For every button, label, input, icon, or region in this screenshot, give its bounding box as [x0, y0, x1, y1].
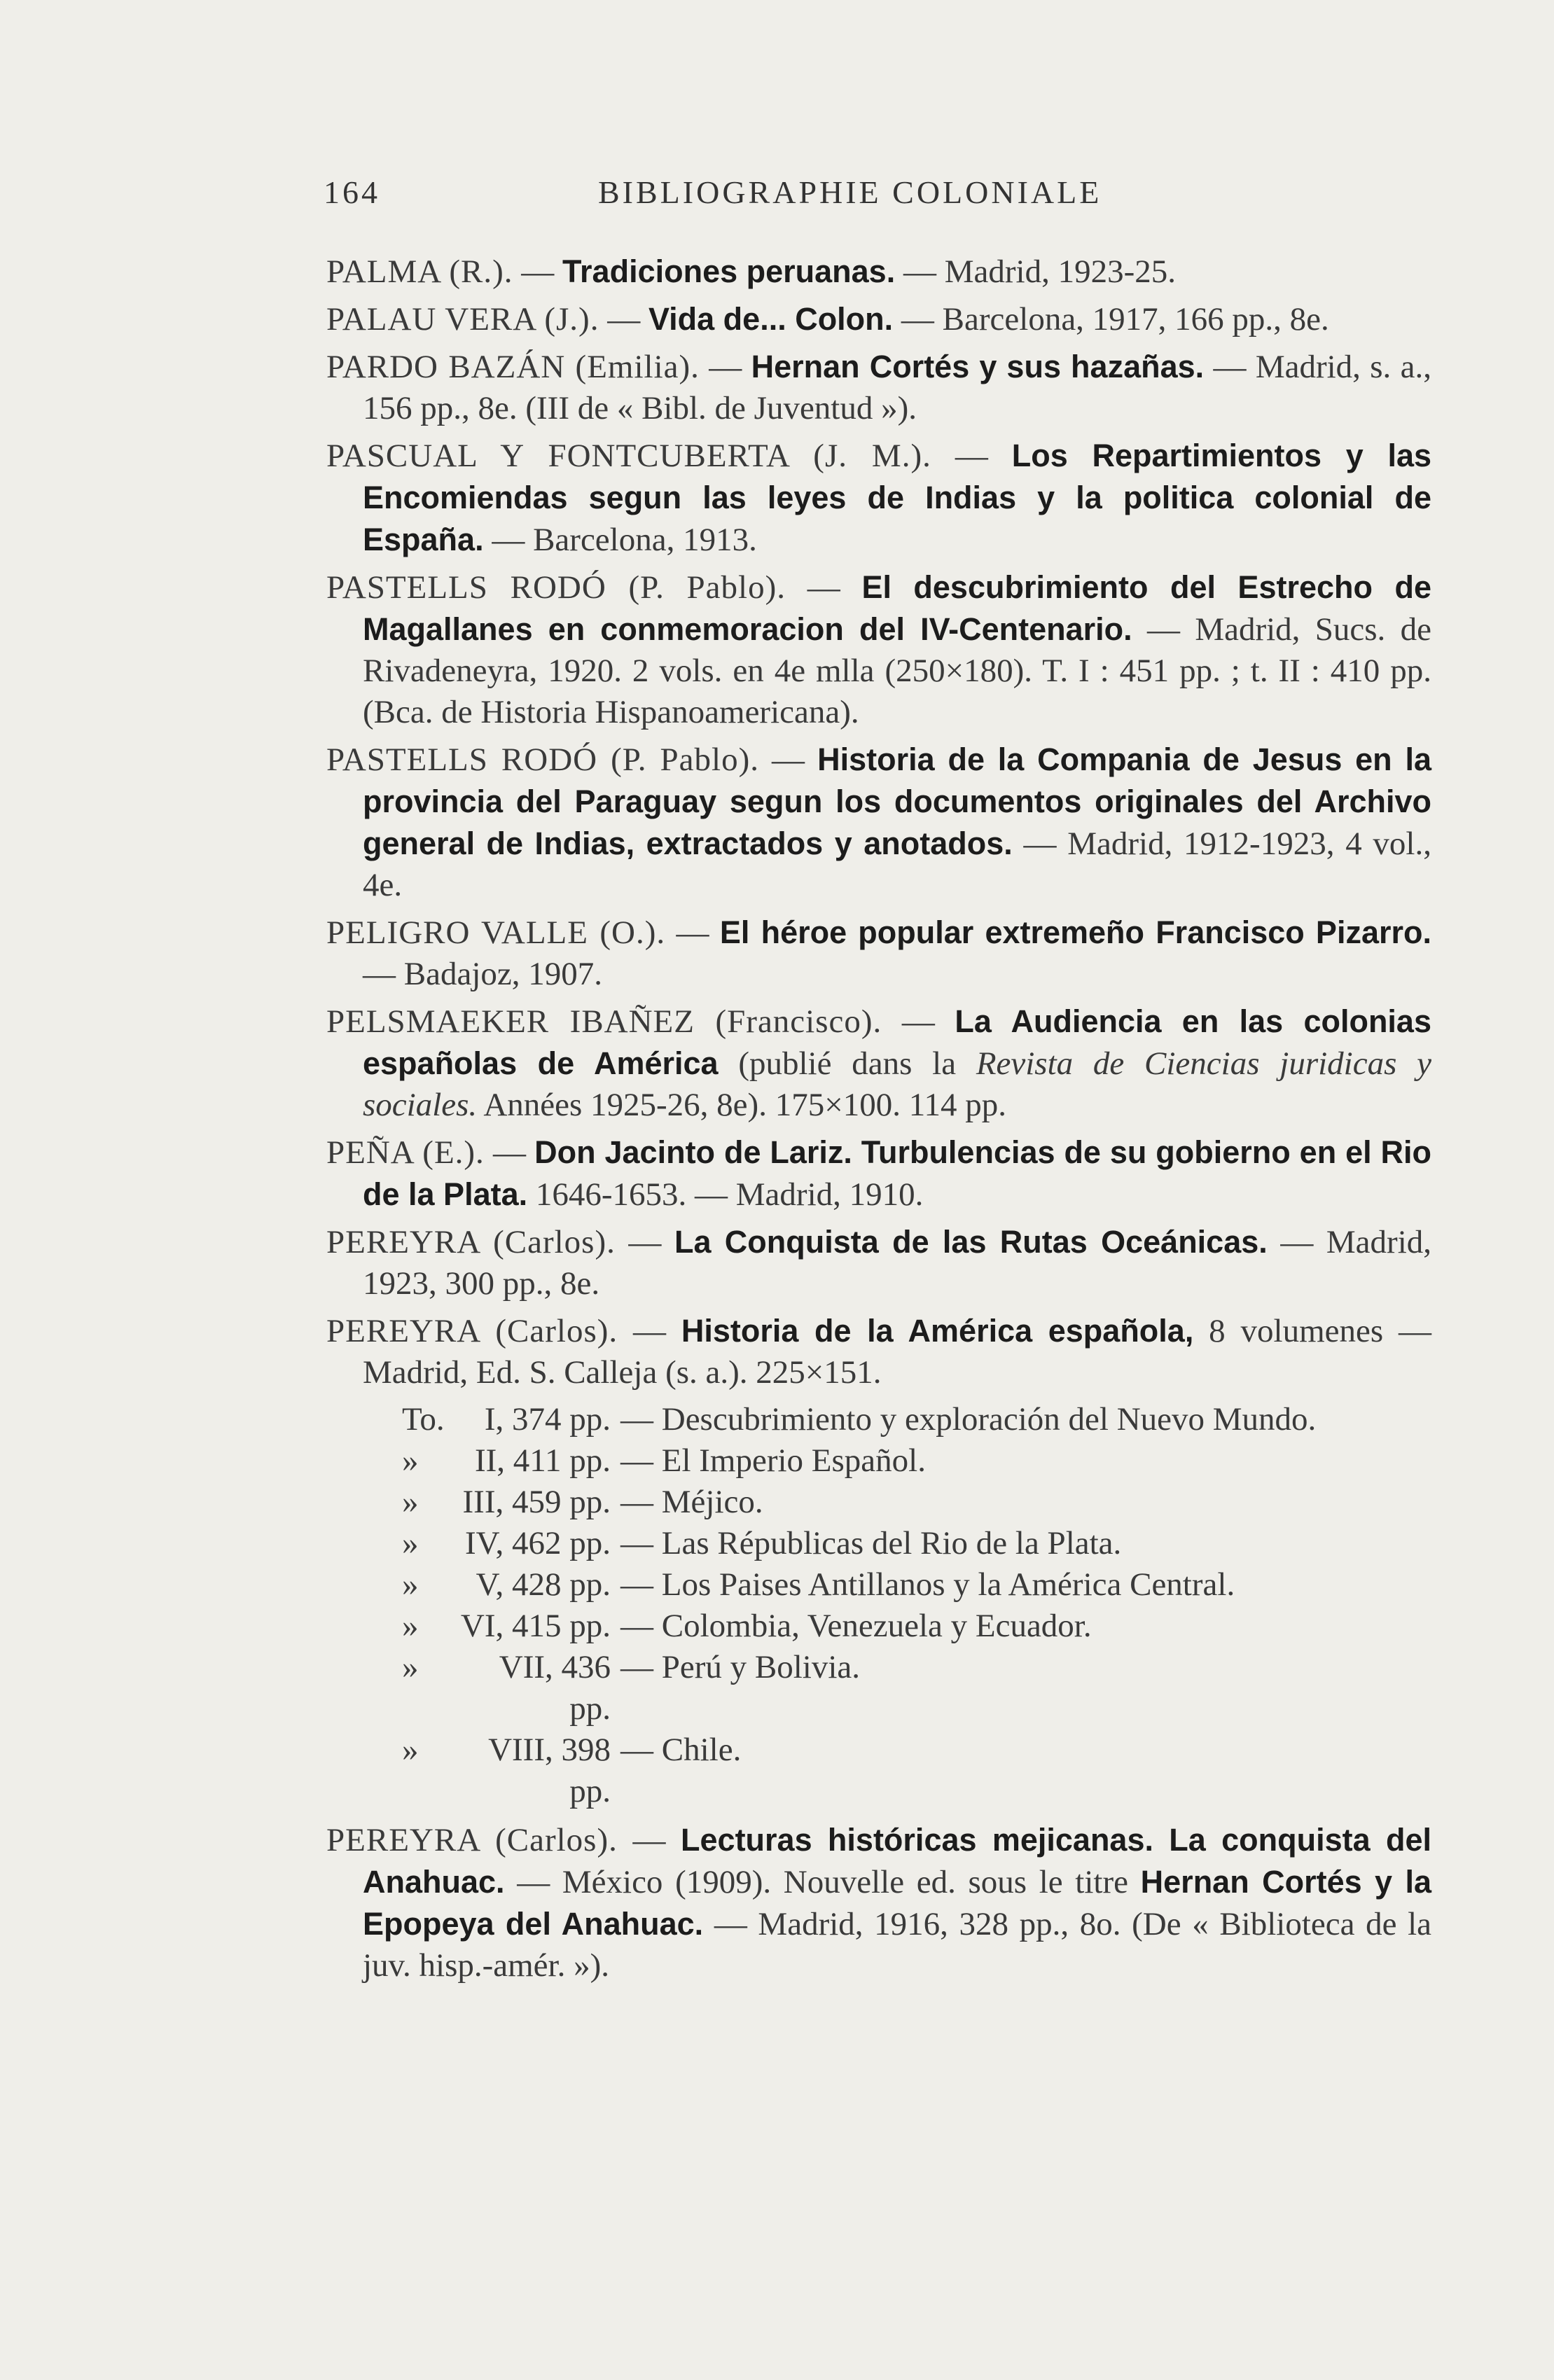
- entry: PASTELLS RODÓ (P. Pablo). — El descubrimiento del Estrecho de Magallanes en conmemoracion del IV-Centenario. — Madrid, Sucs. de Rivadeneyra, 1920. 2 vols. en 4e mlla (250×180). T. I : 451 pp. ; t. II : 410 pp. (Bca. de Historia Hispanoamericana).: [326, 569, 1431, 730]
- volume-row: » VIII, 398 pp. — Chile.: [402, 1732, 742, 1809]
- volume-row: » II, 411 pp. — El Imperio Español.: [402, 1442, 926, 1479]
- volume-row: » VI, 415 pp. — Colombia, Venezuela y Ecuador.: [402, 1608, 1092, 1644]
- entry: PALMA (R.). — Tradiciones peruanas. — Madrid, 1923-25.: [326, 253, 1176, 290]
- entry: PELIGRO VALLE (O.). — El héroe popular extremeño Francisco Pizarro. — Badajoz, 1907.: [326, 914, 1431, 992]
- entry: PARDO BAZÁN (Emilia). — Hernan Cortés y sus hazañas. — Madrid, s. a., 156 pp., 8e. (III de « Bibl. de Juventud »).: [326, 349, 1431, 426]
- entry: PEREYRA (Carlos). — Historia de la América española, 8 volumenes — Madrid, Ed. S. Calleja (s. a.). 225×151.: [326, 1313, 1431, 1391]
- entry: PASTELLS RODÓ (P. Pablo). — Historia de la Compania de Jesus en la provincia del Paraguay segun los documentos originales del Archivo general de Indias, extractados y anotados. — Madrid, 1912-1923, 4 vol., 4e.: [326, 742, 1431, 903]
- entry: PEREYRA (Carlos). — La Conquista de las Rutas Oceánicas. — Madrid, 1923, 300 pp., 8e.: [326, 1224, 1431, 1302]
- volume-row: » V, 428 pp. — Los Paises Antillanos y la América Central.: [402, 1566, 1235, 1603]
- entry: PALAU VERA (J.). — Vida de... Colon. — Barcelona, 1917, 166 pp., 8e.: [326, 301, 1329, 337]
- entry: PELSMAEKER IBAÑEZ (Francisco). — La Audiencia en las colonias españolas de América (publié dans la Revista de Ciencias juridicas y sociales. Années 1925-26, 8e). 175×100. 114 pp.: [326, 1003, 1431, 1123]
- entry: PEREYRA (Carlos). — Lecturas históricas mejicanas. La conquista del Anahuac. — México (1909). Nouvelle ed. sous le titre Hernan Cortés y la Epopeya del Anahuac. — Madrid, 1916, 328 pp., 8o. (De « Biblioteca de la juv. hisp.-amér. »).: [326, 1822, 1432, 1984]
- volume-row: » VII, 436 pp. — Perú y Bolivia.: [402, 1649, 861, 1727]
- volume-list: [326, 1399, 1431, 1812]
- volume-row: To. I, 374 pp. — Descubrimiento y exploración del Nuevo Mundo.: [402, 1401, 1317, 1438]
- volume-row: » IV, 462 pp. — Las Républicas del Rio de la Plata.: [402, 1525, 1122, 1561]
- entry: PASCUAL Y FONTCUBERTA (J. M.). — Los Repartimientos y las Encomiendas segun las leyes de Indias y la politica colonial de España. — Barcelona, 1913.: [326, 438, 1432, 558]
- volume-row: » III, 459 pp. — Méjico.: [402, 1484, 763, 1520]
- running-title: BIBLIOGRAPHIE COLONIALE: [598, 174, 1102, 210]
- entry: PEÑA (E.). — Don Jacinto de Lariz. Turbulencias de su gobierno en el Rio de la Plata. 1646-1653. — Madrid, 1910.: [326, 1134, 1432, 1213]
- bibliography-list: [326, 251, 1431, 1992]
- running-header: [324, 174, 1164, 223]
- page-number: 164: [324, 174, 380, 210]
